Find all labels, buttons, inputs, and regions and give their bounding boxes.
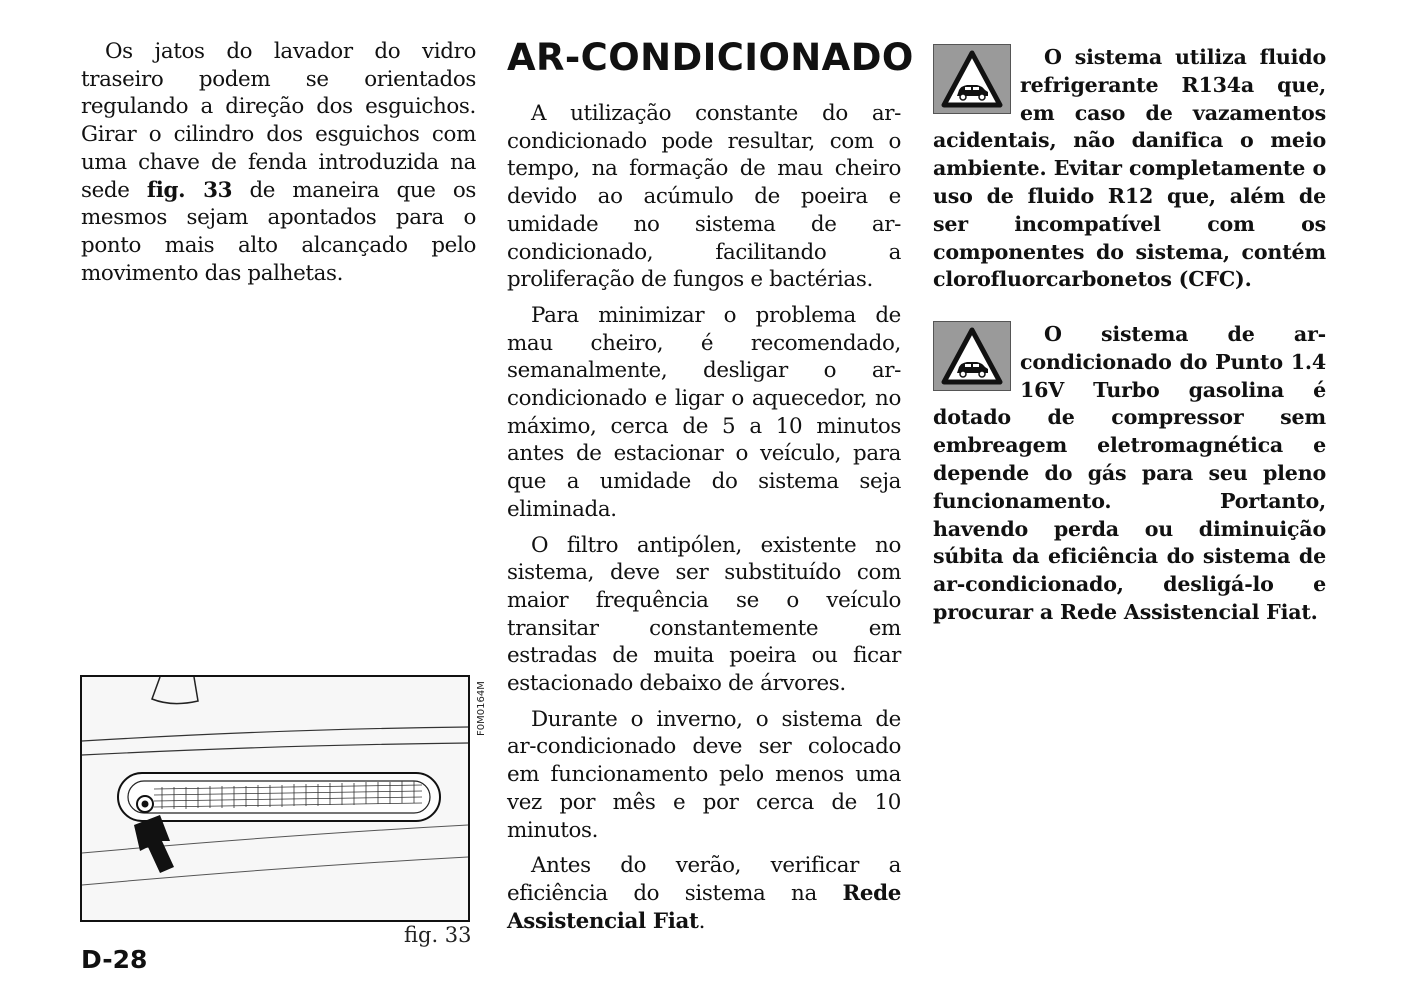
rear-brake-light-illustration	[82, 677, 468, 920]
body-paragraph	[507, 852, 901, 935]
warning-compressor	[933, 321, 1326, 627]
arrow-up-right-icon	[134, 815, 174, 873]
warning-triangle-car-icon	[933, 321, 1011, 391]
washer-jets-paragraph	[81, 38, 476, 287]
figure-code: F0M0164M	[476, 681, 487, 736]
text-run: Para minimizar o problema de mau cheiro, é recomendado, semanalmente, desligar o ar-condicionado e ligar o aquecedor, no máximo, cerca de 5 a 10 minutos antes de estacionar o veículo, para que a umidade do sistema seja eliminada.	[507, 302, 901, 522]
text-run: Antes do verão, verificar a eficiência do sistema na	[507, 853, 901, 906]
body-paragraph	[507, 532, 901, 698]
body-paragraph	[507, 706, 901, 845]
text-run: de maneira que os mesmos sejam apontados para o ponto mais alto alcançado pelo movimento das palhetas.	[81, 177, 476, 286]
body-paragraph	[507, 100, 901, 294]
text-run: Durante o inverno, o sistema de ar-condicionado deve ser colocado em funcionamento pelo menos uma vez por mês e por cerca de 10 minutos.	[507, 706, 901, 843]
bold-text-run: fig. 33	[146, 177, 233, 203]
figure-33	[80, 675, 470, 922]
text-run: A utilização constante do ar-condicionado pode resultar, com o tempo, na formação de mau cheiro devido ao acúmulo de poeira e umidade no sistema de ar-condicionado, facilitando a proliferação de fungos e bactérias.	[507, 101, 901, 293]
figure-caption: fig. 33	[404, 923, 472, 947]
warning-text: O sistema utiliza fluido refrigerante R134a que, em caso de vazamentos acidentais, não danifica o meio ambiente. Evitar completamente o uso de fluido R12 que, além de ser incompatível com os componentes do sistema, contém clorofluorcarbonetos (CFC).	[933, 45, 1326, 292]
page-number: D-28	[81, 945, 148, 974]
warning-triangle-car-icon	[933, 44, 1011, 114]
warning-refrigerant	[933, 44, 1326, 294]
text-run: .	[698, 908, 706, 934]
section-title: AR-CONDICIONADO	[507, 36, 914, 79]
body-paragraph	[507, 302, 901, 524]
text-run: O filtro antipólen, existente no sistema, deve ser substituído com maior frequência se o veículo transitar constantemente em estradas de muita poeira ou ficar estacionado debaixo de árvores.	[507, 532, 901, 697]
section-body	[507, 100, 901, 943]
warning-text: O sistema de ar-condicionado do Punto 1.4 16V Turbo gasolina é dotado de compressor sem embreagem eletromagnética e depende do gás para seu pleno funcionamento. Portanto, havendo perda ou diminuição súbita da eficiência do sistema de ar-condicionado, desligá-lo e procurar a Rede Assistencial Fiat.	[933, 322, 1326, 624]
text-run: Os jatos do lavador do vidro traseiro podem se orientados regulando a direção dos esguichos. Girar o cilindro dos esguichos com uma chave de fenda introduzida na sede	[81, 39, 476, 203]
bold-text-run: Rede Assistencial Fiat	[507, 880, 901, 934]
